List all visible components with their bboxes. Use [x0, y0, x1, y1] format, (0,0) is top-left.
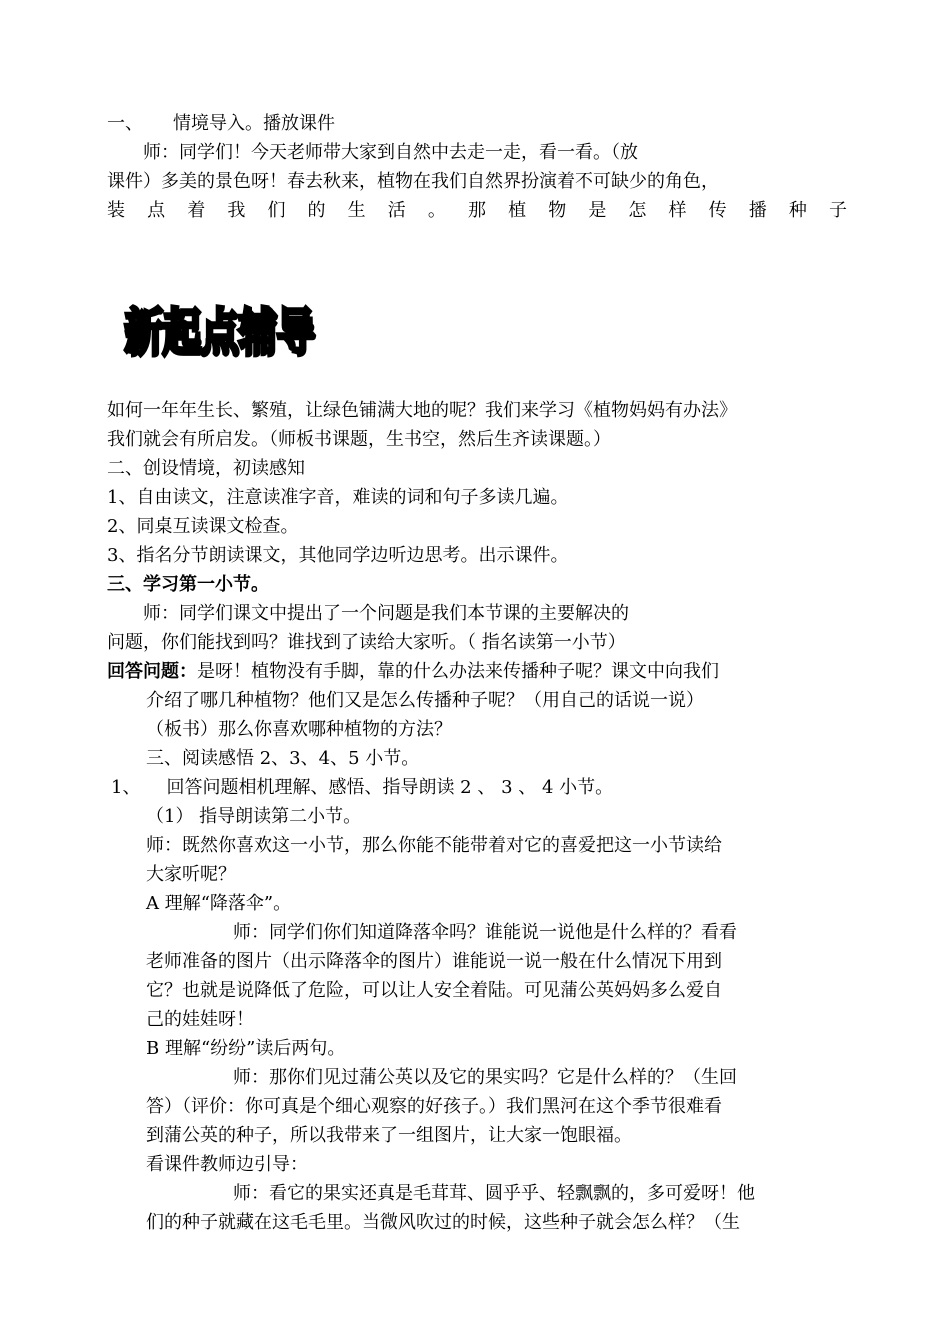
sub-item: （1） 指导朗读第二小节。 — [146, 806, 362, 827]
justified-char: 传 — [708, 200, 727, 221]
section-heading-4: 三、阅读感悟 2、3、4、5 小节。 — [146, 748, 420, 769]
section-number: 一、 — [107, 113, 143, 134]
justified-char: 点 — [147, 200, 166, 221]
section-title: 情境导入。播放课件 — [173, 113, 335, 134]
answer-question-label: 回答问题： — [107, 661, 197, 682]
justified-char: 我 — [227, 200, 246, 221]
paragraph-line: 师：同学们课文中提出了一个问题是我们本节课的主要解决的 — [143, 603, 629, 624]
justified-char: 怎 — [628, 200, 647, 221]
paragraph-line: 如何一年年生长、繁殖，让绿色铺满大地的呢？我们来学习《植物妈妈有办法》 — [107, 400, 737, 421]
item-text: 回答问题相机理解、感悟、指导朗读 2 、 3 、 4 小节。 — [166, 777, 614, 798]
justified-char: 的 — [307, 200, 326, 221]
logo-text: 新起点辅导 — [125, 304, 315, 362]
justified-char: 着 — [187, 200, 206, 221]
answer-question-line — [107, 659, 719, 685]
sub-heading-b: B 理解“纷纷”读后两句。 — [146, 1038, 346, 1059]
paragraph-line: 师：看它的果实还真是毛茸茸、圆乎乎、轻飘飘的，多可爱呀！他 — [233, 1183, 755, 1204]
justified-char: 子 — [828, 200, 847, 221]
justified-char: 活 — [387, 200, 406, 221]
paragraph-line: 们的种子就藏在这毛毛里。当微风吹过的时候，这些种子就会怎么样？（生 — [146, 1212, 740, 1233]
list-item: 1、自由读文，注意读准字音，难读的词和句子多读几遍。 — [107, 487, 569, 508]
justified-char: 播 — [748, 200, 767, 221]
paragraph-line: 答）（评价：你可真是个细心观察的好孩子。）我们黑河在这个季节很难看 — [146, 1096, 722, 1117]
paragraph-line: 问题，你们能找到吗？谁找到了读给大家听。（ 指名读第一小节） — [107, 632, 626, 653]
justified-char: 生 — [347, 200, 366, 221]
answer-question-text: 是呀！植物没有手脚，靠的什么办法来传播种子呢？课文中向我们 — [197, 661, 719, 682]
justified-paragraph-line — [107, 198, 847, 224]
section-heading-3: 三、学习第一小节。 — [107, 574, 269, 595]
justified-char: 植 — [508, 200, 527, 221]
paragraph-line: 大家听呢？ — [146, 864, 236, 885]
justified-char: 是 — [588, 200, 607, 221]
paragraph-line: 介绍了哪几种植物？他们又是怎么传播种子呢？（用自己的话说一说） — [146, 690, 704, 711]
justified-char: 那 — [467, 200, 486, 221]
list-item: 2、同桌互读课文检查。 — [107, 516, 299, 537]
xinqidian-fudao-logo — [122, 278, 318, 368]
justified-char: 种 — [788, 200, 807, 221]
paragraph-line: 它？也就是说降低了危险，可以让人安全着陆。可见蒲公英妈妈多么爱自 — [146, 980, 722, 1001]
paragraph-line: 己的娃娃呀！ — [146, 1009, 254, 1030]
justified-char: 物 — [548, 200, 567, 221]
list-item: 3、指名分节朗读课文，其他同学边听边思考。出示课件。 — [107, 545, 569, 566]
sub-heading-a: A 理解“降落伞”。 — [146, 893, 292, 914]
section-heading-1 — [107, 111, 335, 137]
paragraph-line: （板书）那么你喜欢哪种植物的方法？ — [146, 719, 452, 740]
paragraph-line: 师：既然你喜欢这一小节，那么你能不能带着对它的喜爱把这一小节读给 — [146, 835, 722, 856]
justified-char: 。 — [427, 200, 446, 221]
paragraph-line: 师：那你们见过蒲公英以及它的果实吗？它是什么样的？（生回 — [233, 1067, 737, 1088]
numbered-item — [111, 775, 613, 801]
item-number: 1、 — [111, 777, 141, 798]
paragraph-line: 到蒲公英的种子，所以我带来了一组图片，让大家一饱眼福。 — [146, 1125, 632, 1146]
paragraph-line: 我们就会有所启发。（师板书课题，生书空，然后生齐读课题。） — [107, 429, 611, 450]
section-heading-2: 二、创设情境，初读感知 — [107, 458, 305, 479]
paragraph-line: 师：同学们！今天老师带大家到自然中去走一走，看一看。（放 — [143, 142, 638, 163]
justified-char: 们 — [267, 200, 286, 221]
paragraph-line: 老师准备的图片（出示降落伞的图片）谁能说一说一般在什么情况下用到 — [146, 951, 722, 972]
justified-char: 样 — [668, 200, 687, 221]
paragraph-line: 课件）多美的景色呀！春去秋来，植物在我们自然界扮演着不可缺少的角色， — [107, 171, 719, 192]
justified-char: 装 — [107, 200, 125, 221]
paragraph-line: 师：同学们你们知道降落伞吗？谁能说一说他是什么样的？看看 — [233, 922, 737, 943]
paragraph-line: 看课件教师边引导： — [146, 1154, 308, 1175]
